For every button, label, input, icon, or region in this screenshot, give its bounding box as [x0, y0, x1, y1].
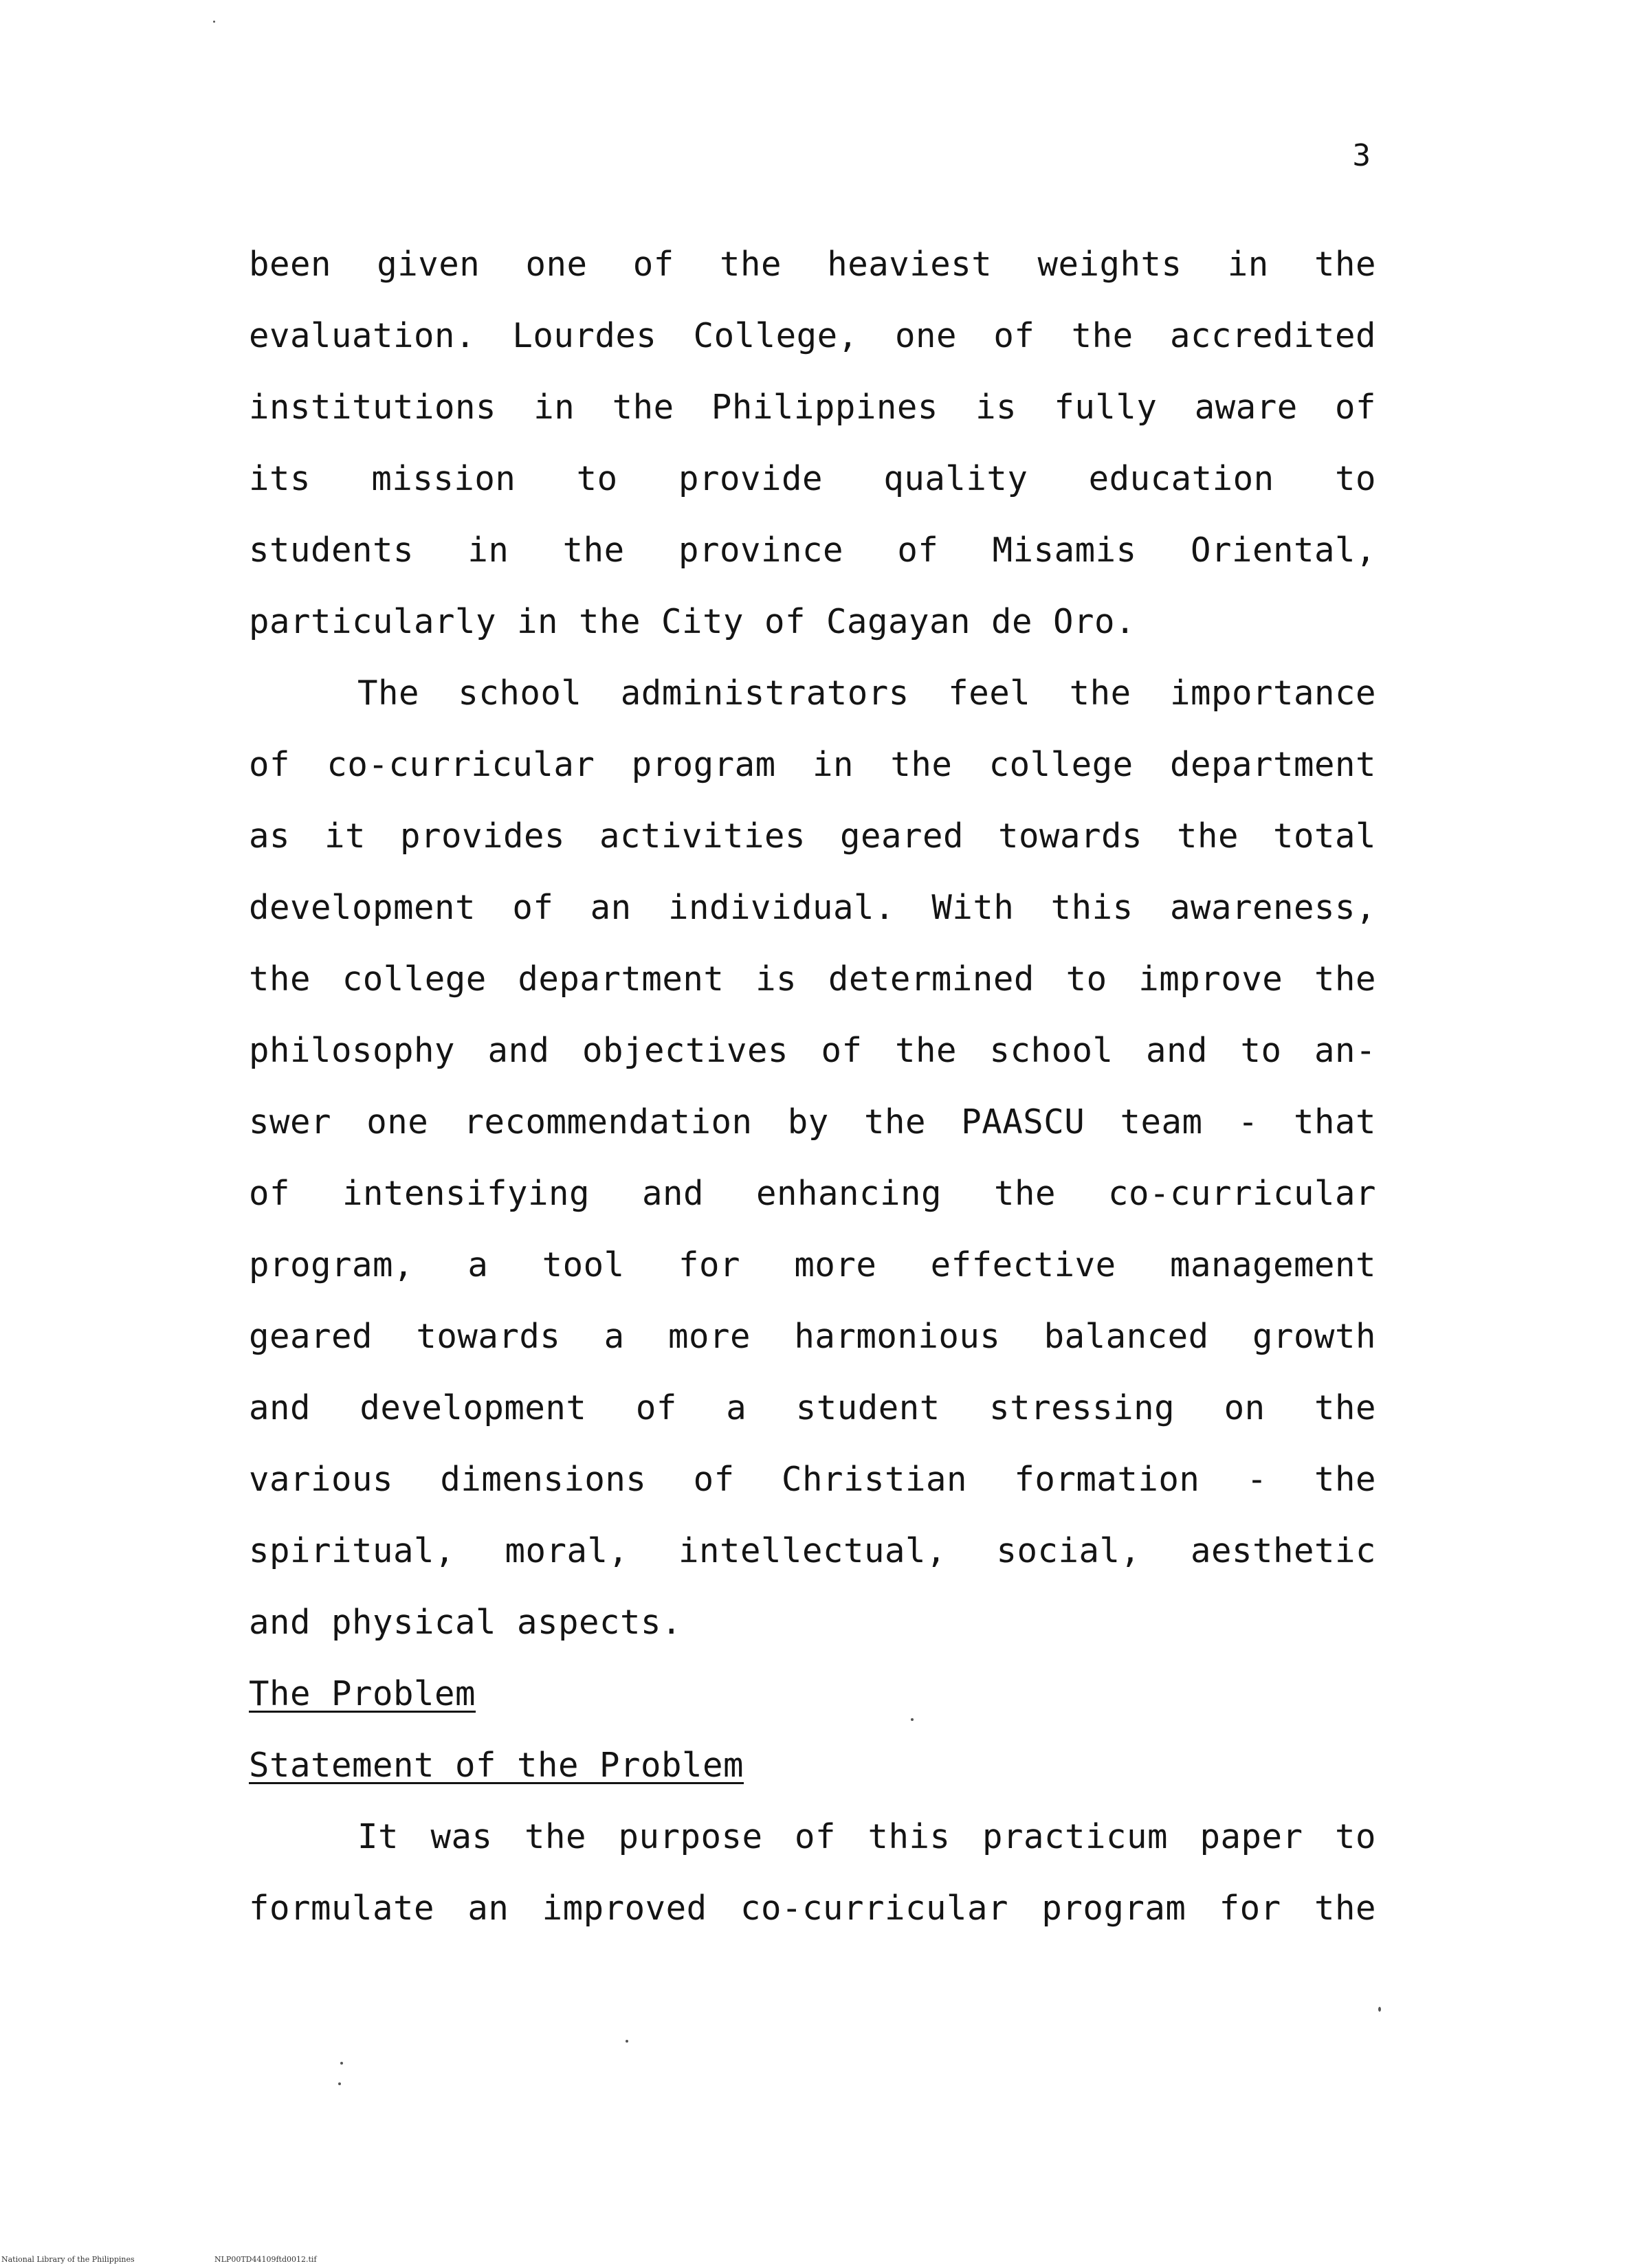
page-number: 3 — [1352, 138, 1371, 173]
text-line: The school administrators feel the importance — [357, 674, 1376, 713]
heading-the-problem: The Problem — [249, 1674, 476, 1713]
text-line: geared towards a more harmonious balanced growth — [249, 1317, 1376, 1356]
text-line: of co-curricular program in the college department — [249, 745, 1376, 784]
text-line: formulate an improved co-curricular program for the — [249, 1889, 1376, 1928]
scan-speck — [213, 21, 215, 23]
scan-speck — [340, 2062, 343, 2065]
text-line: It was the purpose of this practicum paper to — [357, 1817, 1376, 1856]
text-line: various dimensions of Christian formation - the — [249, 1460, 1376, 1499]
footer-source: National Library of the Philippines — [1, 2255, 135, 2264]
footer-file: NLP00TD44109ftd0012.tif — [214, 2255, 317, 2264]
text-line: philosophy and objectives of the school and to an- — [249, 1031, 1376, 1070]
text-line: swer one recommendation by the PAASCU team - that — [249, 1102, 1376, 1142]
heading-statement-of-the-problem: Statement of the Problem — [249, 1746, 744, 1785]
text-line: and physical aspects. — [249, 1603, 683, 1642]
text-line: program, a tool for more effective management — [249, 1245, 1376, 1285]
scan-speck — [338, 2082, 341, 2085]
text-line: students in the province of Misamis Oriental, — [249, 531, 1376, 570]
scan-speck — [1378, 2007, 1381, 2012]
scan-speck — [626, 2040, 628, 2043]
text-line: been given one of the heaviest weights in the — [249, 245, 1376, 284]
text-line: development of an individual. With this awareness, — [249, 888, 1376, 927]
text-line: its mission to provide quality education to — [249, 459, 1376, 498]
text-line: particularly in the City of Cagayan de Oro. — [249, 602, 1136, 641]
text-line: the college department is determined to improve the — [249, 959, 1376, 999]
text-line: spiritual, moral, intellectual, social, aesthetic — [249, 1531, 1376, 1570]
text-line: institutions in the Philippines is fully aware of — [249, 388, 1376, 427]
text-line: as it provides activities geared towards the total — [249, 816, 1376, 856]
text-line: and development of a student stressing on the — [249, 1388, 1376, 1427]
text-line: evaluation. Lourdes College, one of the accredited — [249, 316, 1376, 355]
scan-speck — [911, 1718, 914, 1721]
text-line: of intensifying and enhancing the co-curricular — [249, 1174, 1376, 1213]
